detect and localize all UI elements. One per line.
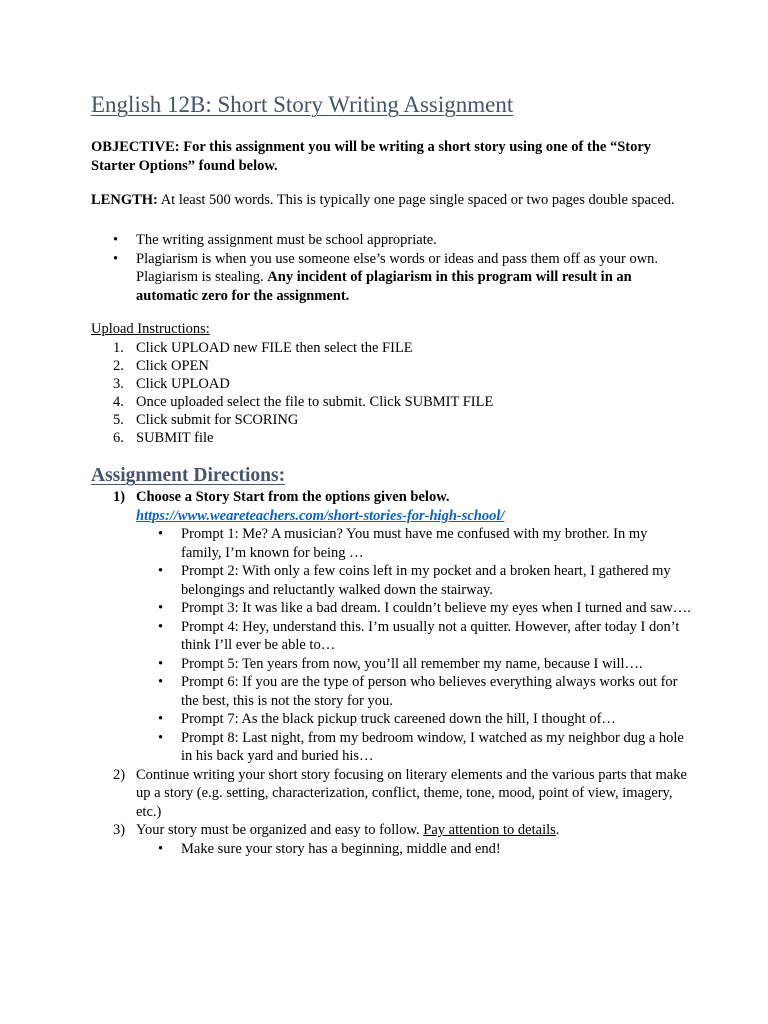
prompt-text: Prompt 1: Me? A musician? You must have me confused with my brother. In my family, I’m known for being … <box>181 526 648 561</box>
length-paragraph <box>91 191 681 210</box>
prompt-item <box>136 673 691 710</box>
step-number: 3) <box>113 822 126 838</box>
prompt-item <box>136 599 691 618</box>
list-item <box>91 429 691 447</box>
bullet-icon: • <box>158 840 164 857</box>
step-number: 6. <box>113 430 124 446</box>
prompt-item <box>136 525 691 562</box>
bullet-icon: • <box>158 526 164 542</box>
step-number: 2) <box>113 766 126 783</box>
list-item <box>91 393 691 411</box>
step-text: Choose a Story Start from the options given below. <box>136 489 450 505</box>
upload-steps-list <box>91 339 691 447</box>
bullet-icon: • <box>158 711 164 727</box>
step3-sub-list <box>91 840 691 859</box>
step-end: . <box>555 822 560 838</box>
assignment-directions-heading: Assignment Directions: <box>91 465 286 486</box>
step-text: Click submit for SCORING <box>136 412 299 428</box>
details-emphasis: Pay attention to details <box>423 822 556 838</box>
story-starters-link[interactable]: https://www.weareteachers.com/short-stories-for-high-school/ <box>136 507 505 524</box>
direction-step-1 <box>91 488 691 766</box>
prompt-text: Prompt 4: Hey, understand this. I’m usually not a quitter. However, after today I don’t think I’ll ever be able to… <box>181 618 680 653</box>
upload-instructions-heading: Upload Instructions: <box>91 321 210 337</box>
bullet-icon: • <box>158 729 164 746</box>
prompt-text: Prompt 2: With only a few coins left in my pocket and a broken heart, I gathered my belongings and reluctantly walked down the stairway. <box>181 563 671 598</box>
prompt-item <box>136 710 691 729</box>
bullet-icon: • <box>158 618 164 635</box>
length-label: LENGTH: <box>91 192 158 208</box>
list-item <box>91 339 691 357</box>
bullet-icon: • <box>158 600 164 616</box>
step-text: Your story must be organized and easy to follow. <box>136 822 424 838</box>
bullet-icon: • <box>113 232 119 248</box>
sub-text: Make sure your story has a beginning, middle and end! <box>181 840 501 857</box>
prompt-text: Prompt 7: As the black pickup truck careened down the hill, I thought of… <box>181 711 616 727</box>
direction-step-3 <box>91 821 691 858</box>
step-text: Click UPLOAD new FILE then select the FILE <box>136 340 413 356</box>
rule-text: The writing assignment must be school appropriate. <box>136 232 437 248</box>
step-text: SUBMIT file <box>136 430 214 446</box>
prompt-text: Prompt 6: If you are the type of person who believes everything always works out for the best, this is not the story for you. <box>181 674 678 709</box>
list-item <box>91 375 691 393</box>
step-text: Once uploaded select the file to submit. Click SUBMIT FILE <box>136 394 494 410</box>
objective-paragraph: OBJECTIVE: For this assignment you will be writing a short story using one of the “Story Starter Options” found below. <box>91 139 652 174</box>
bullet-icon: • <box>158 655 164 672</box>
step-text: Continue writing your short story focusing on literary elements and the various parts that make up a story (e.g. setting, characterization, conflict, theme, tone, mood, point of view, imagery, etc.) <box>136 766 687 820</box>
list-item <box>136 840 691 859</box>
prompts-list <box>91 525 691 766</box>
list-item <box>91 411 691 429</box>
prompt-item <box>136 562 691 599</box>
step-number: 1) <box>113 489 126 505</box>
length-text: At least 500 words. This is typically one page single spaced or two pages double spaced. <box>157 192 675 208</box>
prompt-text: Prompt 5: Ten years from now, you’ll all remember my name, because I will…. <box>181 655 643 672</box>
step-number: 5. <box>113 412 124 428</box>
prompt-item <box>136 655 691 674</box>
bullet-icon: • <box>158 563 164 579</box>
directions-list <box>91 488 691 858</box>
plagiarism-warning: Any incident of plagiarism in this program will result in an automatic zero for the assignment. <box>136 269 632 304</box>
rules-list <box>91 231 691 305</box>
prompt-text: Prompt 3: It was like a bad dream. I couldn’t believe my eyes when I turned and saw…. <box>181 600 691 616</box>
direction-step-2 <box>91 766 691 822</box>
step-text: Click UPLOAD <box>136 376 230 392</box>
bullet-icon: • <box>113 250 119 267</box>
document-title: English 12B: Short Story Writing Assignment <box>91 92 514 117</box>
step-number: 3. <box>113 376 124 392</box>
rule-text: Plagiarism is when you use someone else’s words or ideas and pass them off as your own. Plagiarism is stealing. <box>136 250 659 285</box>
list-item <box>91 231 691 250</box>
step-number: 4. <box>113 394 124 410</box>
prompt-item <box>136 729 691 766</box>
list-item <box>91 357 691 375</box>
prompt-item <box>136 618 691 655</box>
step-number: 1. <box>113 340 124 356</box>
prompt-text: Prompt 8: Last night, from my bedroom window, I watched as my neighbor dug a hole in his back yard and buried his… <box>181 729 684 764</box>
bullet-icon: • <box>158 674 164 690</box>
list-item <box>91 250 691 306</box>
step-text: Click OPEN <box>136 358 209 374</box>
step-number: 2. <box>113 358 124 374</box>
